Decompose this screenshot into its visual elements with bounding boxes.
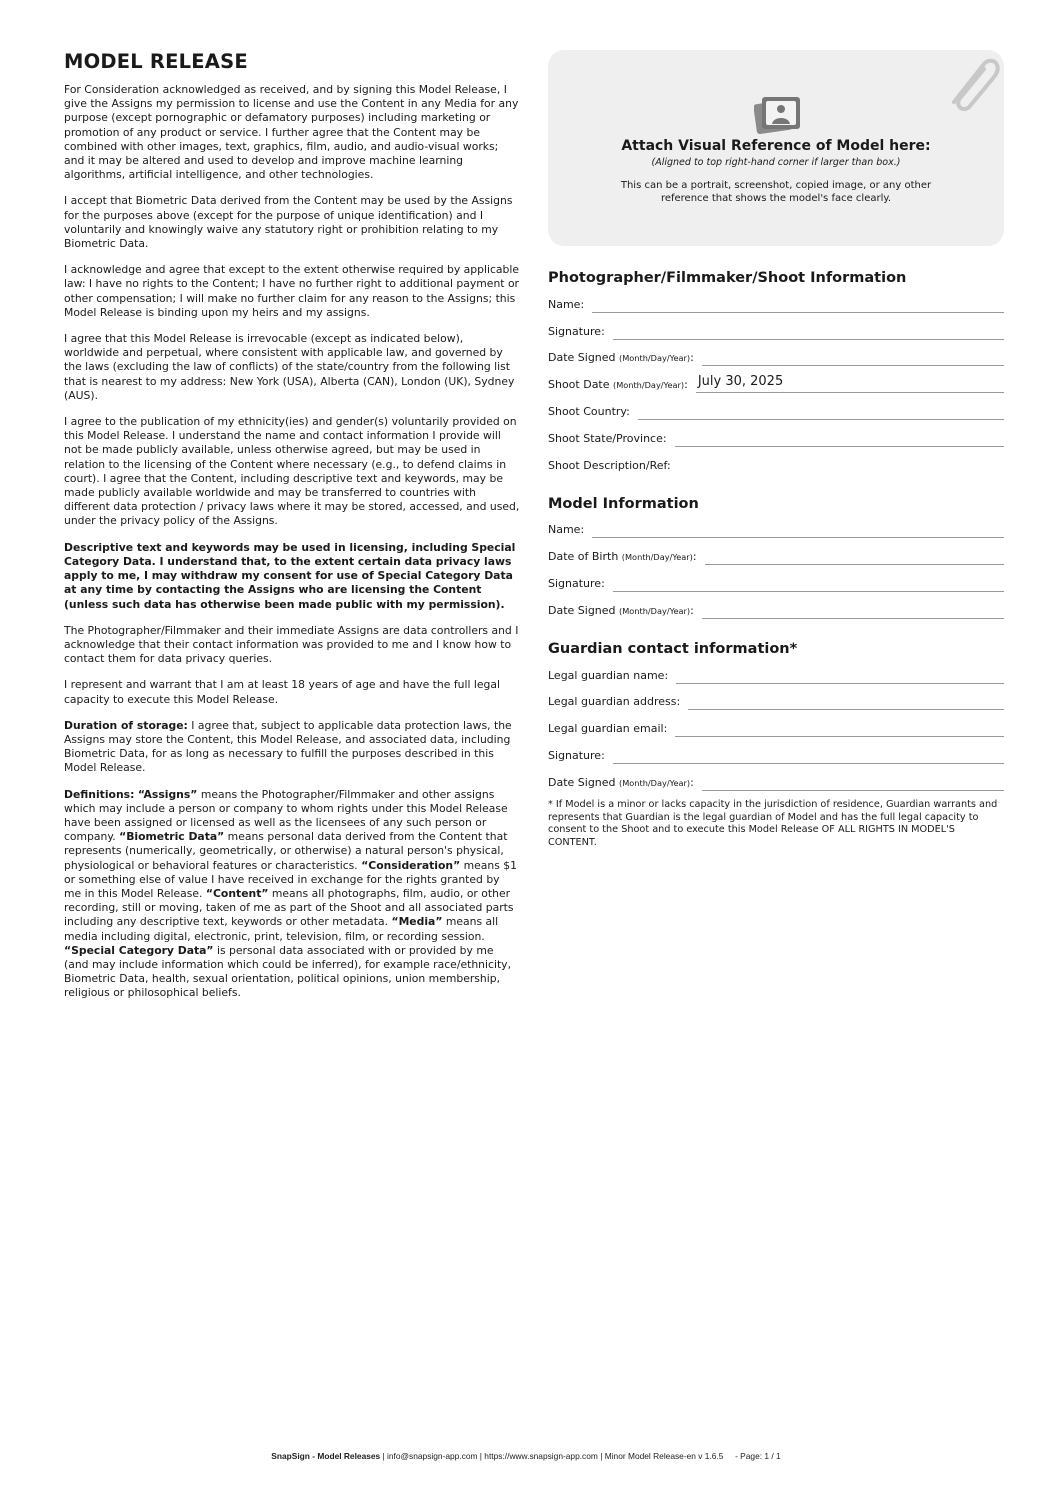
date-format-hint: (Month/Day/Year) (619, 777, 691, 788)
model-section-heading: Model Information (548, 495, 699, 512)
term-special: “Special Category Data” (64, 943, 214, 957)
guardian-signature-label: Signature: (548, 748, 605, 762)
guardian-email-label: Legal guardian email: (548, 722, 668, 736)
photographer-name-field (548, 286, 1004, 313)
shoot-state-field (548, 420, 1004, 447)
shoot-state-label: Shoot State/Province: (548, 431, 667, 445)
irrevocable-paragraph: I agree that this Model Release is irrevocable (except as indicated below), worldwide and perpetual, where consistent with applicable law, and governed by the laws (excluding the law of conflicts) of the state/country from the following list that is nearest to my address: New York (USA), Alberta (CAN), London (UK), Sydney (AUS). (64, 332, 515, 402)
guardian-date-signed-field (548, 764, 1004, 791)
model-signature-input[interactable] (613, 573, 1004, 592)
release-terms (64, 50, 520, 1013)
consideration-paragraph: For Consideration acknowledged as received, and by signing this Model Release, I give the Assigns my permission to license and use the Content in any Media for any purpose (except pornographic or defamatory purposes) including marketing or promotion of any product or service. I further agree that the Content may be combined with other images, text, graphics, film, audio, and audio-visual works; and it may be altered and used to develop and improve machine learning algorithms, artificial intelligence, and other technologies. (64, 83, 519, 182)
def-consideration: means $1 or something else of value I have received in exchange for the rights granted by me in this Model Release. (64, 858, 518, 900)
rights-paragraph: I acknowledge and agree that except to the extent otherwise required by applicable law: I have no rights to the Content; I have no further right to additional payment or other compensation; I will make no further claim for any reason to the Assigns; this Model Release is binding upon my heirs and my assigns. (64, 263, 520, 319)
model-dob-input[interactable] (705, 546, 1004, 565)
data-controllers-paragraph: The Photographer/Filmmaker and their immediate Assigns are data controllers and I acknowledge that their contact information was provided to me and I know how to contact them for data privacy queries. (64, 623, 519, 666)
publication-paragraph: I agree to the publication of my ethnicity(ies) and gender(s) voluntarily provided on this Model Release. I understand the name and contact information I provide will not be made publicly available, unless otherwise agreed, but may be used in relation to the licensing of the Content where necessary (e.g., to defend claims in court). I agree that the Content, including descriptive text and keywords, may be made publicly available worldwide and may be transferred to countries with different data protection / privacy laws where it may be stored, accessed, and used, under the privacy policy of the Assigns. (64, 415, 520, 528)
term-media: “Media” (391, 915, 443, 929)
shoot-date-text: Shoot Date (548, 378, 610, 392)
guardian-signature-input[interactable] (613, 745, 1004, 764)
paperclip-icon (940, 50, 1004, 112)
page-footer (0, 1451, 1052, 1461)
guardian-email-input[interactable] (675, 718, 1004, 737)
shoot-state-input[interactable] (675, 428, 1004, 447)
model-name-field (548, 512, 1004, 539)
attach-subtitle: (Aligned to top right-hand corner if larger than box.) (651, 157, 901, 168)
guardian-date-signed-label: Date Signed (Month/Day/Year): (548, 775, 694, 789)
guardian-signature-field (548, 737, 1004, 764)
date-signed-text: Date Signed (548, 351, 616, 365)
photographer-date-signed-field (548, 340, 1004, 367)
photographer-signature-input[interactable] (613, 321, 1004, 340)
attach-description: This can be a portrait, screenshot, copied image, or any other reference that shows the model's face clearly. (620, 180, 932, 204)
model-signature-field (548, 565, 1004, 592)
storage-paragraph (64, 719, 520, 776)
def-special: is personal data associated with or provided by me (and may include information which could be inferred), for example race/ethnicity, Biometric Data, health, sexual orientation, political opinions, union membership, religious or philosophical beliefs. (64, 943, 512, 1000)
date-signed-text: Date Signed (548, 775, 616, 789)
shoot-date-field (548, 366, 1004, 393)
shoot-description-field (548, 447, 1004, 474)
photographer-date-signed-label: Date Signed (Month/Day/Year): (548, 351, 694, 365)
date-format-hint: (Month/Day/Year) (621, 552, 693, 563)
footer-page: - Page: 1 / 1 (735, 1451, 781, 1461)
shoot-country-label: Shoot Country: (548, 404, 630, 418)
guardian-date-signed-input[interactable] (702, 772, 1004, 791)
guardian-address-label: Legal guardian address: (548, 695, 681, 709)
date-format-hint: (Month/Day/Year) (619, 353, 691, 364)
storage-label: Duration of storage: (64, 718, 188, 732)
photographer-signature-label: Signature: (548, 324, 605, 338)
photographer-name-label: Name: (548, 297, 585, 311)
guardian-note: * If Model is a minor or lacks capacity in the jurisdiction of residence, Guardian warrants and represents that Guardian is the legal guardian of Model and has the full legal capacity to consent to the Shoot and to execute this Model Release OF ALL RIGHTS IN MODEL'S CONTENT. (548, 798, 998, 849)
special-category-paragraph: Descriptive text and keywords may be used in licensing, including Special Category Data. I understand that, to the extent certain data privacy laws apply to me, I may withdraw my consent for use of Special Category Data at any time by contacting the Assigns who are licensing the Content (unless such data has otherwise been made public with my permission). (64, 540, 516, 611)
definitions-paragraph (64, 788, 520, 1001)
storage-text: I agree that, subject to applicable data protection laws, the Assigns may store the Content, this Model Release, and associated data, including Biometric Data, for as long as necessary to fulfill the purposes described in this Model Release. (64, 718, 512, 775)
date-signed-text: Date Signed (548, 603, 616, 617)
guardian-name-input[interactable] (676, 665, 1004, 684)
footer-info: | info@snapsign-app.com | https://www.snapsign-app.com | Minor Model Release-en v 1.6.5 (380, 1451, 724, 1461)
guardian-address-field (548, 684, 1004, 711)
dob-text: Date of Birth (548, 550, 619, 564)
model-name-label: Name: (548, 523, 585, 537)
model-date-signed-field (548, 592, 1004, 619)
model-dob-field (548, 538, 1004, 565)
model-date-signed-input[interactable] (702, 600, 1004, 619)
photographer-signature-field (548, 313, 1004, 340)
term-biometric: “Biometric Data” (119, 830, 225, 844)
model-dob-label: Date of Birth (Month/Day/Year): (548, 550, 697, 564)
shoot-country-field (548, 393, 1004, 420)
def-biometric: means personal data derived from the Content that represents (numerically, geometrically, or otherwise) a natural person's physical, physiological or behavioral features or characteristics. (64, 830, 508, 872)
biometric-paragraph: I accept that Biometric Data derived from the Content may be used by the Assigns for the purposes above (except for the purpose of unique identification) and I voluntarily and knowingly waive any statutory right or prohibition relating to my Biometric Data. (64, 194, 513, 251)
date-format-hint: (Month/Day/Year) (619, 605, 691, 616)
definitions-label: Definitions: (64, 787, 135, 801)
shoot-description-label: Shoot Description/Ref: (548, 458, 671, 472)
def-media: means all media including digital, electronic, print, television, film, or recording session. (64, 915, 499, 943)
def-assigns: means the Photographer/Filmmaker and other assigns which may include a person or company to whom rights under this Model Release have been assigned or licensed as well as the licensees of any such person or company. (64, 787, 508, 844)
guardian-address-input[interactable] (688, 691, 1004, 710)
age-warranty-paragraph: I represent and warrant that I am at least 18 years of age and have the full legal capacity to execute this Model Release. (64, 678, 501, 706)
attach-photo-box[interactable] (548, 50, 1004, 246)
shoot-section-heading: Photographer/Filmmaker/Shoot Information (548, 270, 907, 286)
date-format-hint: (Month/Day/Year) (613, 380, 685, 391)
model-signature-label: Signature: (548, 576, 605, 590)
term-assigns: “Assigns” (137, 787, 198, 801)
shoot-description-input[interactable] (679, 456, 1004, 474)
attach-title: Attach Visual Reference of Model here: (621, 138, 931, 154)
term-content: “Content” (205, 886, 269, 900)
guardian-name-label: Legal guardian name: (548, 668, 669, 682)
model-date-signed-label: Date Signed (Month/Day/Year): (548, 603, 694, 617)
shoot-date-input[interactable]: July 30, 2025 (696, 374, 1004, 393)
photographer-name-input[interactable] (592, 294, 1004, 313)
form-column (548, 50, 1004, 850)
term-consideration: “Consideration” (361, 858, 461, 872)
guardian-email-field (548, 710, 1004, 737)
photographer-date-signed-input[interactable] (702, 347, 1004, 366)
guardian-name-field (548, 657, 1004, 684)
shoot-country-input[interactable] (638, 401, 1004, 420)
def-content: means all photographs, film, audio, or other recording, still or moving, taken of me as part of the Shoot and all associated parts including any descriptive text, keywords or other metadata. (64, 886, 514, 929)
photo-icon (754, 94, 802, 136)
footer-brand: SnapSign - Model Releases (271, 1451, 381, 1461)
model-name-input[interactable] (592, 519, 1004, 538)
guardian-section-heading: Guardian contact information* (548, 640, 798, 657)
page-title: MODEL RELEASE (64, 50, 248, 73)
shoot-date-label: Shoot Date (Month/Day/Year): (548, 378, 688, 392)
